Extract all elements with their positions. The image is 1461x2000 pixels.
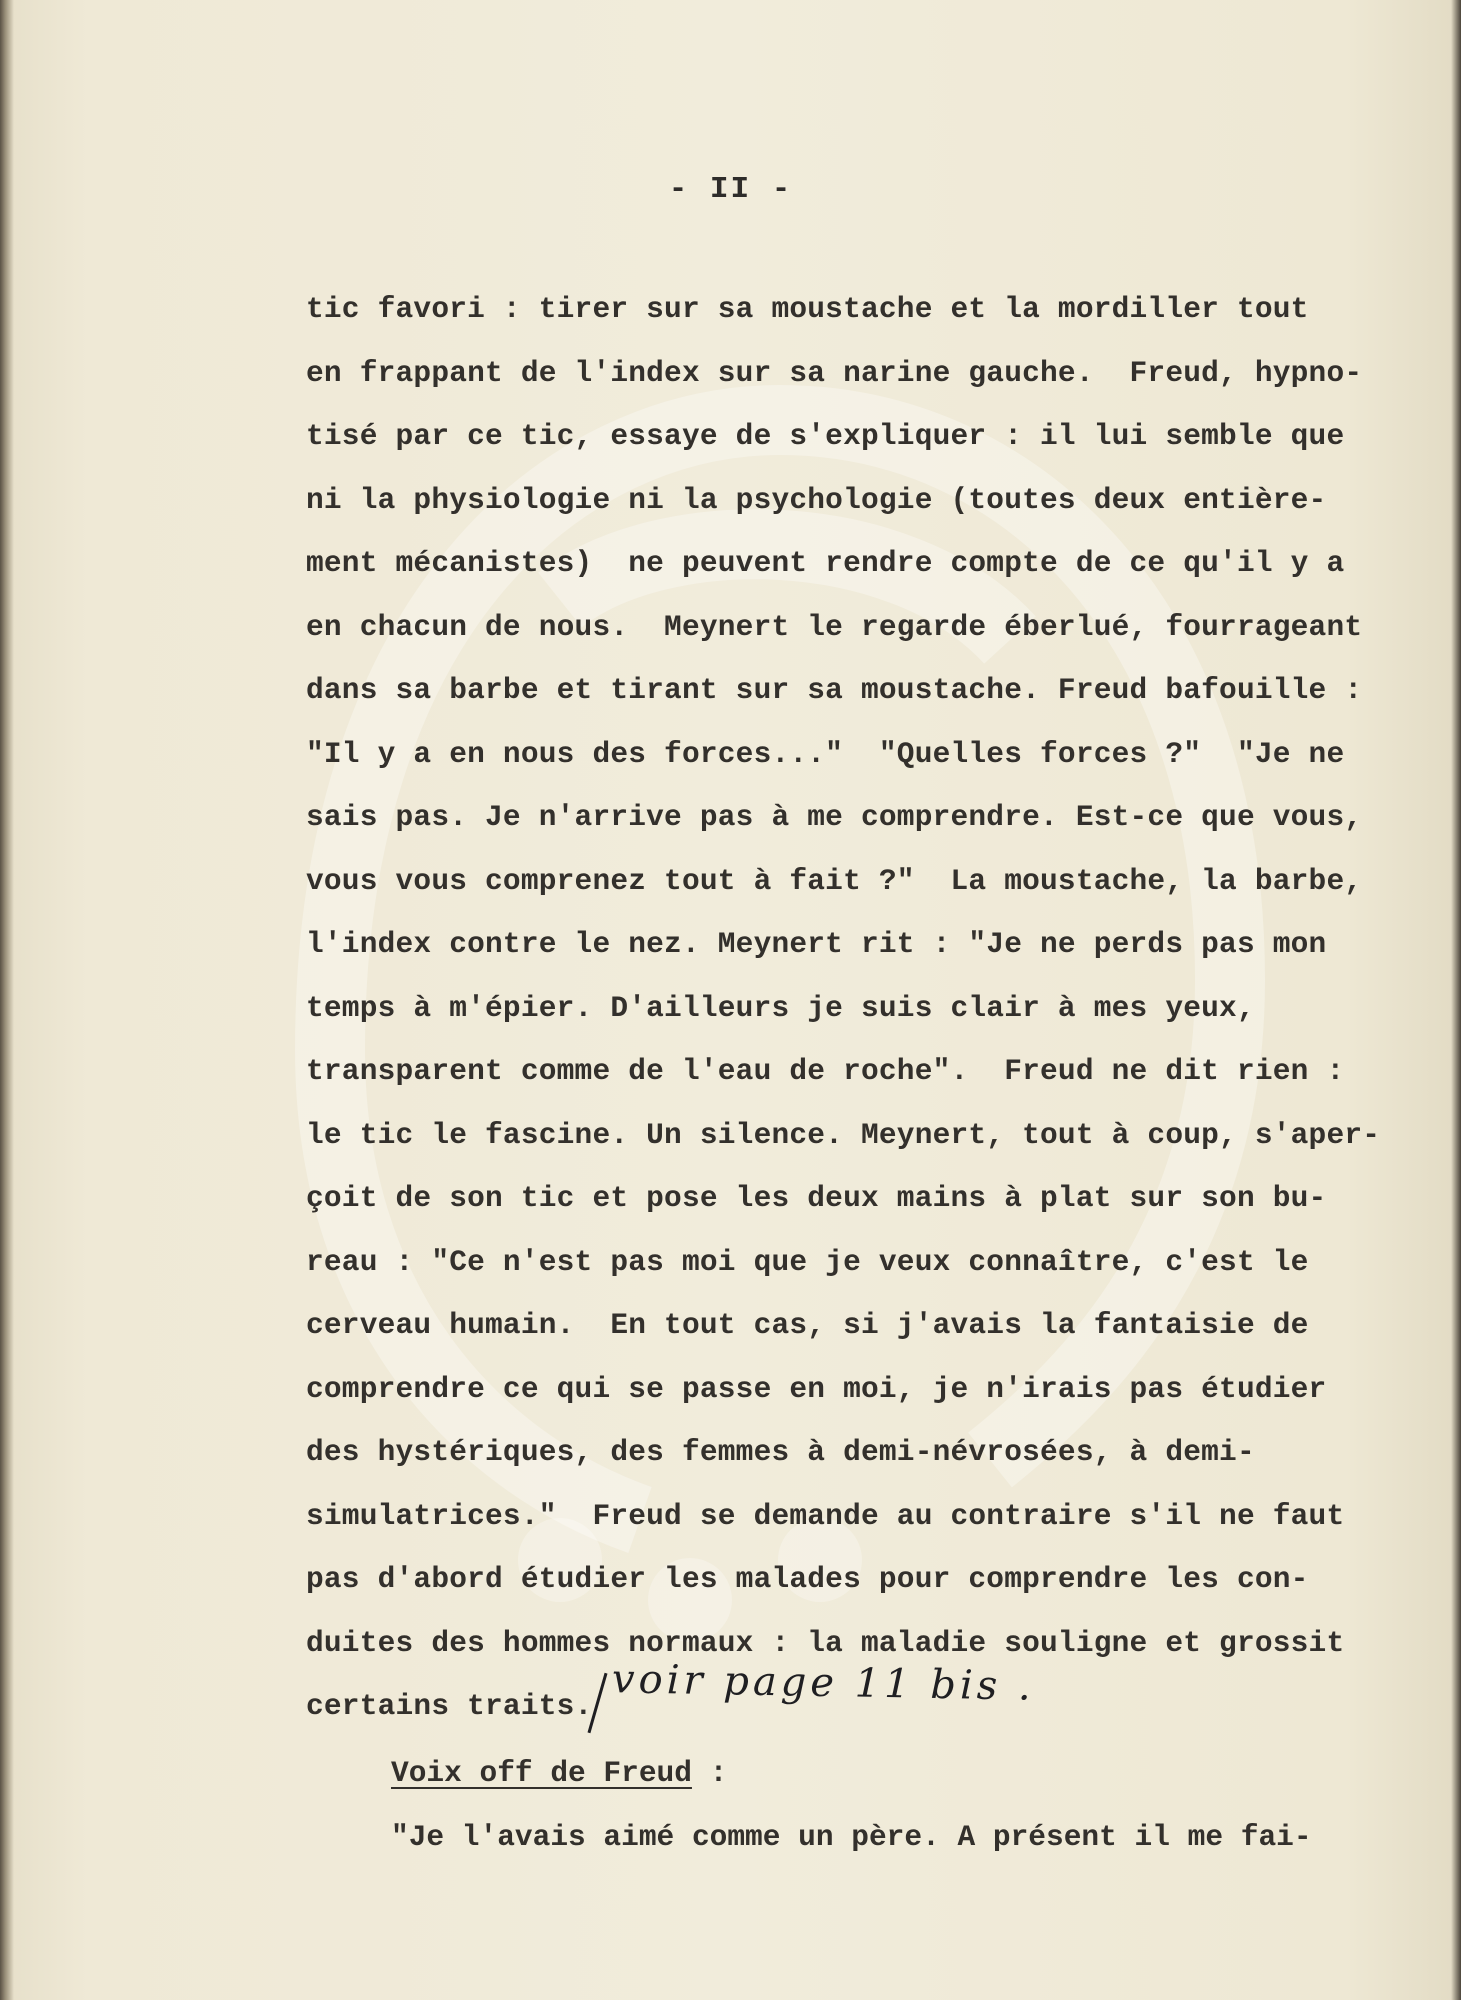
text-line: çoit de son tic et pose les deux mains à plat sur son bu- <box>306 1181 1327 1215</box>
section-heading <box>391 1756 727 1790</box>
text-line: temps à m'épier. D'ailleurs je suis clair à mes yeux, <box>306 990 1255 1025</box>
text-line: certains traits. <box>306 1689 593 1723</box>
heading-suffix: : <box>691 1756 728 1790</box>
text-line: pas d'abord étudier les malades pour comprendre les con- <box>306 1562 1309 1596</box>
text-line: des hystériques, des femmes à demi-névrosées, à demi- <box>306 1435 1255 1469</box>
body-paragraph <box>306 278 1426 1739</box>
text-line: en chacun de nous. Meynert le regarde éberlué, fourrageant <box>306 609 1363 644</box>
quote-line: "Je l'avais aimé comme un père. A présent il me fai- <box>391 1820 1312 1854</box>
text-line: ni la physiologie ni la psychologie (toutes deux entière- <box>306 482 1327 517</box>
handwritten-annotation: voir page 11 bis . <box>611 1656 1036 1710</box>
text-line: sais pas. Je n'arrive pas à me comprendre. Est-ce que vous, <box>306 800 1363 834</box>
text-line: tic favori : tirer sur sa moustache et la mordiller tout <box>306 292 1309 326</box>
text-line: l'index contre le nez. Meynert rit : "Je ne perds pas mon <box>306 927 1327 961</box>
text-line: reau : "Ce n'est pas moi que je veux connaître, c'est le <box>306 1244 1309 1279</box>
text-line: "Il y a en nous des forces..." "Quelles forces ?" "Je ne <box>306 736 1345 771</box>
text-line: duites des hommes normaux : la maladie souligne et grossit <box>306 1625 1345 1660</box>
text-line: comprendre ce qui se passe en moi, je n'irais pas étudier <box>306 1371 1327 1406</box>
text-line: tisé par ce tic, essaye de s'expliquer : il lui semble que <box>306 419 1345 453</box>
text-line: en frappant de l'index sur sa narine gauche. Freud, hypno- <box>306 355 1363 390</box>
text-line: dans sa barbe et tirant sur sa moustache. Freud bafouille : <box>306 673 1363 707</box>
heading-title: Voix off de Freud <box>391 1756 692 1790</box>
text-line: ment mécanistes) ne peuvent rendre compte de ce qu'il y a <box>306 546 1345 580</box>
text-line: vous vous comprenez tout à fait ?" La moustache, la barbe, <box>306 863 1363 898</box>
text-line: cerveau humain. En tout cas, si j'avais la fantaisie de <box>306 1308 1309 1342</box>
text-line: transparent comme de l'eau de roche". Freud ne dit rien : <box>306 1054 1345 1088</box>
text-line: simulatrices." Freud se demande au contraire s'il ne faut <box>306 1498 1345 1533</box>
text-line: le tic le fascine. Un silence. Meynert, tout à coup, s'aper- <box>306 1117 1381 1152</box>
page-number: - II - <box>668 172 793 207</box>
